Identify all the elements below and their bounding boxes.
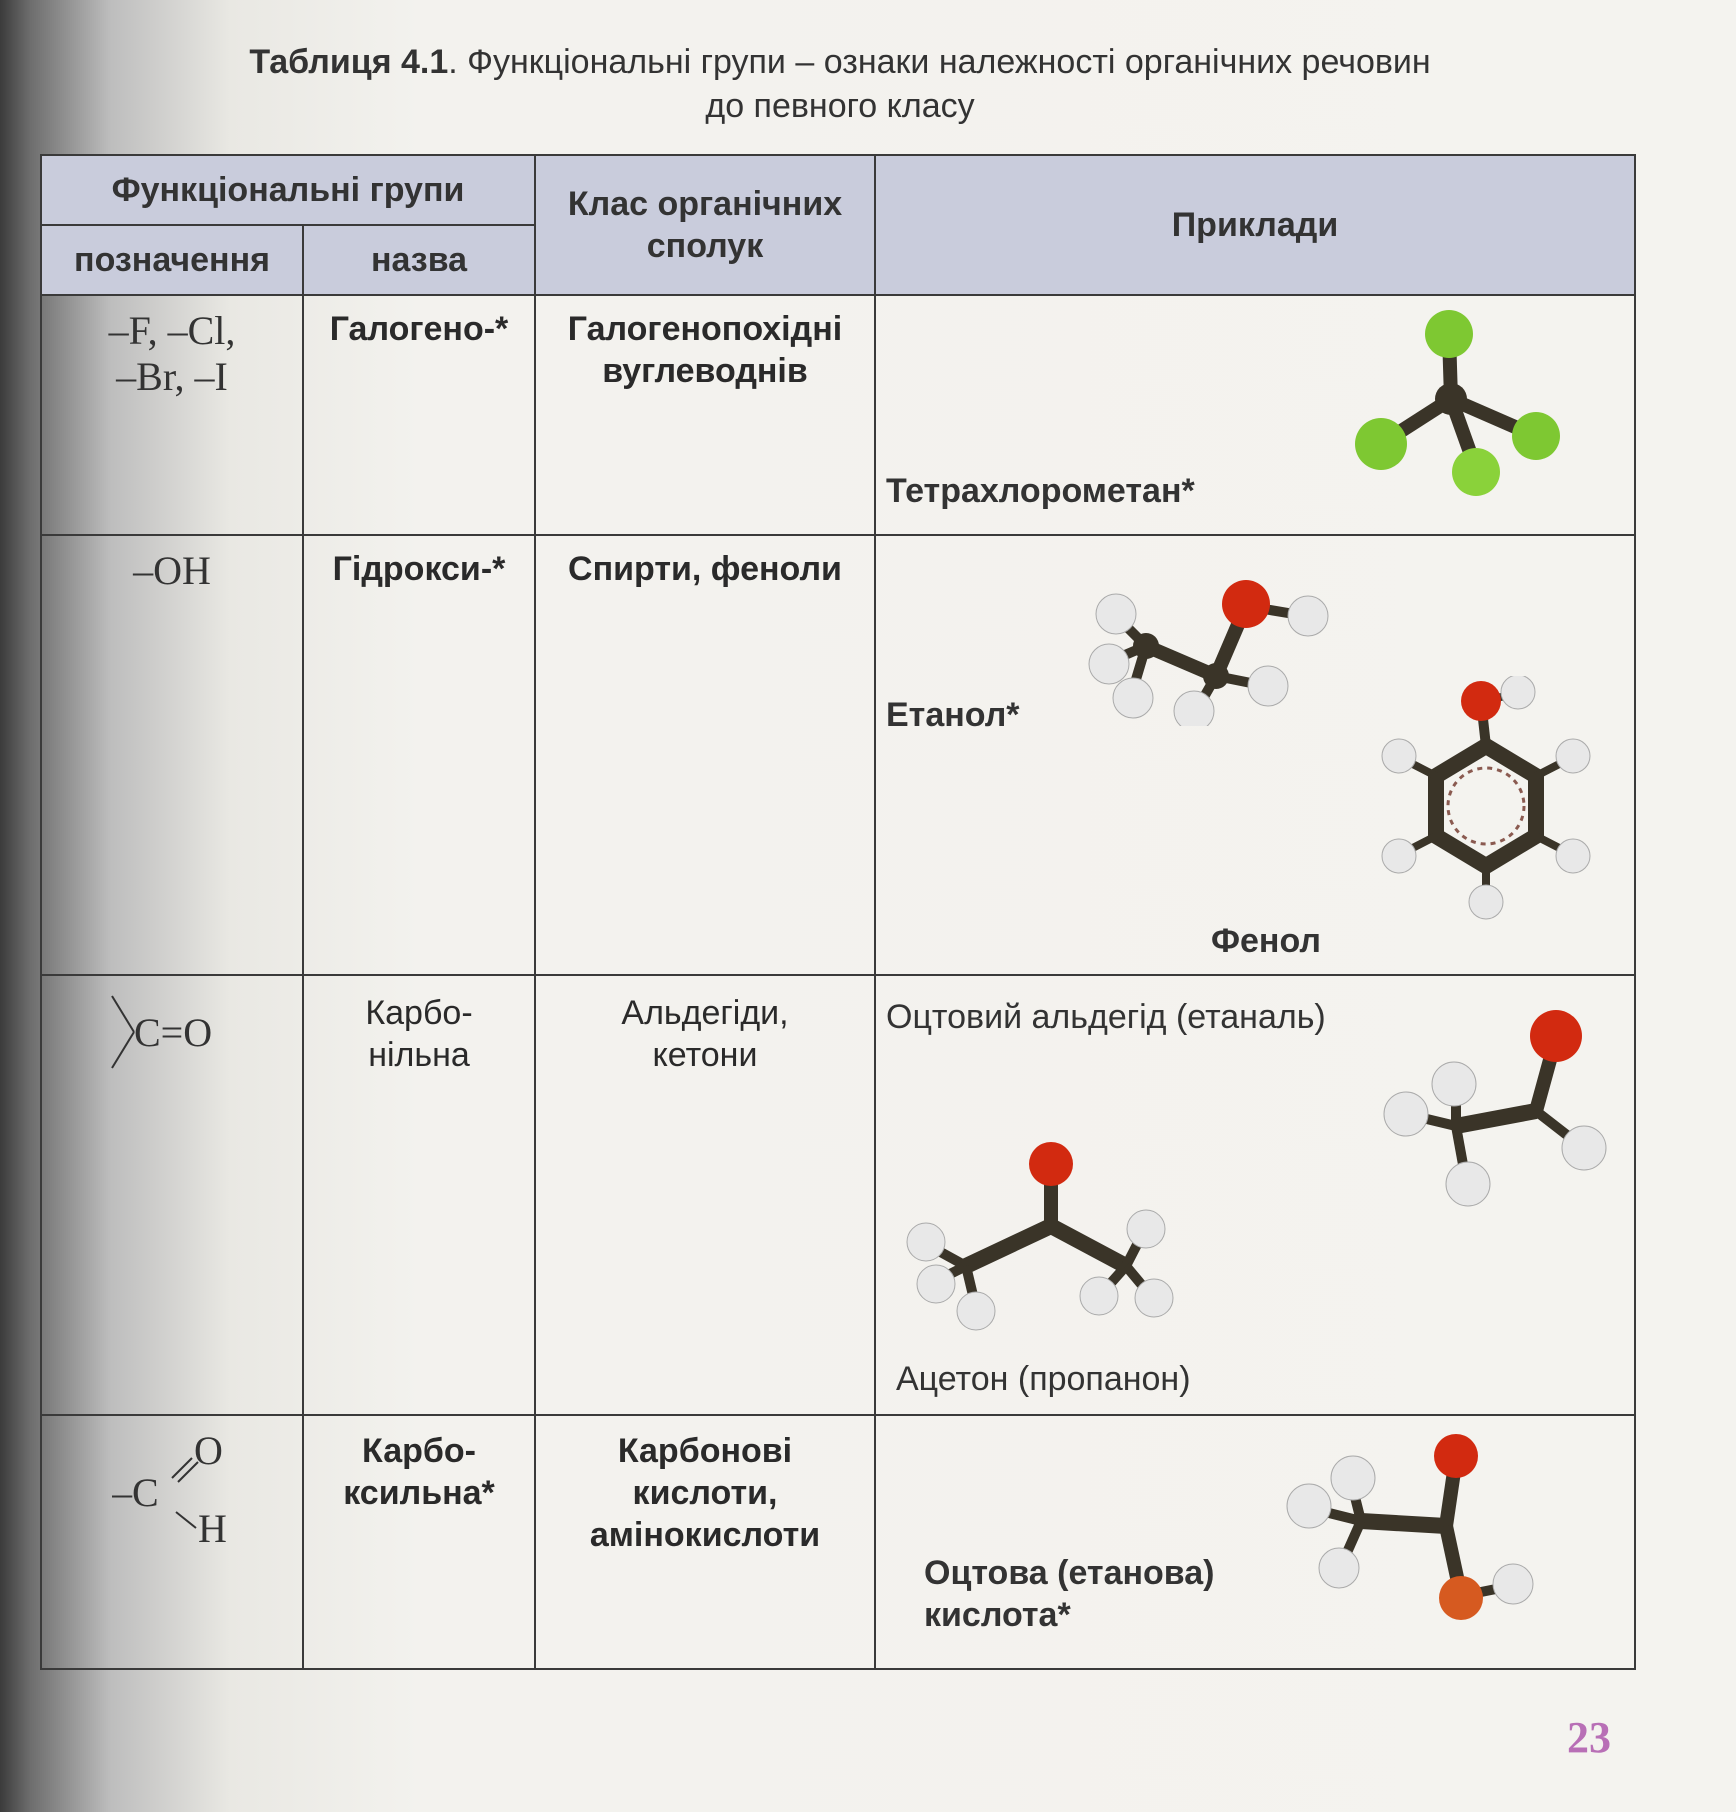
- header-name: назва: [303, 225, 535, 295]
- examples-cell: [875, 535, 1635, 975]
- name-halogeno: Галогено-*: [329, 310, 509, 348]
- header-designation: позначення: [41, 225, 303, 295]
- name-cell: [303, 1415, 535, 1669]
- example-tetrachloromethane: Тетрахлорометан*: [886, 472, 1195, 510]
- example-ethanol: Етанол*: [886, 696, 1020, 734]
- carboxyl-formula: [112, 1424, 262, 1554]
- caption-text: . Функціональні групи – ознаки належності органічних речовин: [448, 43, 1431, 81]
- table-row: [41, 1415, 1635, 1669]
- designation-oh: –OH: [133, 548, 211, 593]
- class-cell: [535, 535, 875, 975]
- caption-label: Таблиця 4.1: [249, 43, 449, 81]
- examples-cell: [875, 975, 1635, 1415]
- examples-cell: [875, 1415, 1635, 1669]
- class-alcohols-phenols: Спирти, феноли: [568, 550, 842, 588]
- example-acetic-acid-1: Оцтова (етанова): [924, 1554, 1215, 1592]
- designation-cell: [41, 975, 303, 1415]
- ethanol-model: [1076, 556, 1336, 726]
- phenol-model: [1366, 676, 1606, 921]
- name-cell: [303, 975, 535, 1415]
- acetaldehyde-model: [1376, 996, 1616, 1221]
- acetic-acid-model: [1281, 1426, 1571, 1646]
- carboxyl-formula-c: –C: [112, 1470, 159, 1515]
- example-phenol: Фенол: [1211, 922, 1321, 960]
- page-number: 23: [1567, 1713, 1611, 1762]
- example-acetic-acid: [924, 1552, 1214, 1636]
- name-cell: [303, 535, 535, 975]
- name-cell: [303, 295, 535, 535]
- examples-cell: [875, 295, 1635, 535]
- carbonyl-formula-text: C=O: [134, 1010, 213, 1055]
- class-carboxylic-acids-1: Карбонові: [617, 1432, 793, 1470]
- carboxyl-formula-o: O: [194, 1428, 223, 1473]
- table-caption: [120, 40, 1560, 128]
- designation-cell: [41, 535, 303, 975]
- header-class: Клас органічних сполук: [535, 155, 875, 295]
- class-carboxylic-acids-2: кислоти,: [632, 1474, 778, 1512]
- class-cell: [535, 1415, 875, 1669]
- table-row: [41, 295, 1635, 535]
- name-carboxyl-1: Карбо-: [362, 1432, 476, 1470]
- caption-line2: до певного класу: [705, 87, 975, 125]
- name-carbonyl-2: нільна: [368, 1036, 470, 1074]
- example-acetone: Ацетон (пропанон): [896, 1360, 1191, 1398]
- tetrachloromethane-model: [1341, 304, 1571, 504]
- class-aldehydes: Альдегіди,: [621, 994, 789, 1032]
- class-halogen-derivatives: Галогенопохідні вуглеводнів: [567, 310, 843, 390]
- name-carboxyl-2: ксильна*: [343, 1474, 495, 1512]
- acetone-model: [896, 1136, 1196, 1336]
- class-cell: [535, 975, 875, 1415]
- name-carbonyl-1: Карбо-: [365, 994, 473, 1032]
- class-amino-acids: амінокислоти: [589, 1516, 821, 1554]
- designation-halogens-1: –F, –Cl,: [108, 308, 236, 353]
- designation-cell: [41, 1415, 303, 1669]
- header-examples: Приклади: [875, 155, 1635, 295]
- class-cell: [535, 295, 875, 535]
- carbonyl-formula: [110, 994, 250, 1074]
- designation-cell: [41, 295, 303, 535]
- class-ketones: кетони: [652, 1036, 758, 1074]
- table-row: [41, 975, 1635, 1415]
- name-hydroxy: Гідрокси-*: [332, 550, 506, 588]
- example-acetic-acid-2: кислота*: [924, 1596, 1071, 1634]
- functional-groups-table: [40, 154, 1636, 1670]
- example-acetaldehyde: Оцтовий альдегід (етаналь): [886, 998, 1326, 1036]
- designation-halogens-2: –Br, –I: [116, 354, 228, 399]
- carboxyl-formula-h: H: [198, 1506, 227, 1551]
- header-functional-groups: Функціональні групи: [41, 155, 535, 225]
- table-row: [41, 535, 1635, 975]
